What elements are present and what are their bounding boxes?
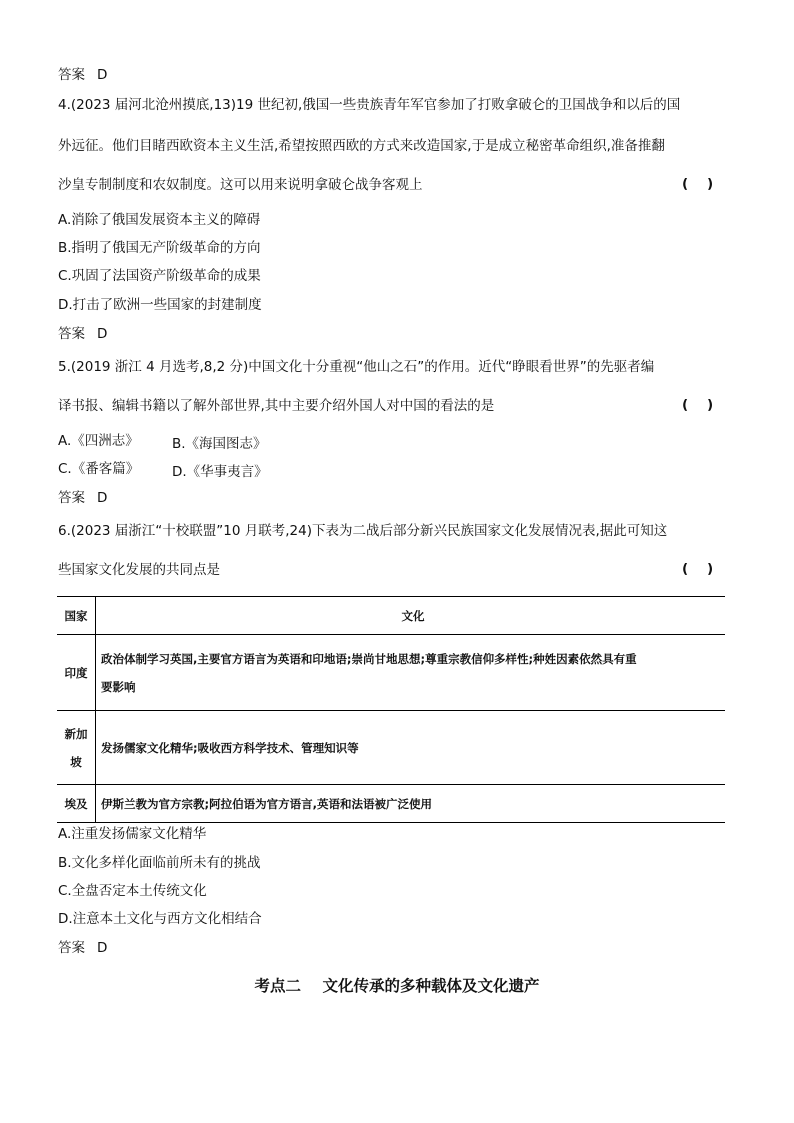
table-cell-country: 埃及 — [57, 785, 96, 823]
q5-option-c: C.《番客篇》 — [58, 461, 140, 477]
table-header-culture: 文化 — [96, 597, 726, 635]
q5-option-a: A.《四洲志》 — [58, 433, 139, 449]
q4-option-b: B.指明了俄国无产阶级革命的方向 — [58, 240, 261, 256]
answer-label: 答案 — [58, 67, 85, 83]
table-cell-culture — [96, 635, 726, 711]
q5-stem-line1: 5.(2019 浙江 4 月选考,8,2 分)中国文化十分重视“他山之石”的作用。近代“睁眼看世界”的先驱者编 — [58, 359, 655, 375]
q6-option-a: A.注重发扬儒家文化精华 — [58, 826, 207, 842]
answer-value: D — [97, 940, 108, 956]
q4-option-a: A.消除了俄国发展资本主义的障碍 — [58, 212, 261, 228]
q4-stem-line2: 外远征。他们目睹西欧资本主义生活,希望按照西欧的方式来改造国家,于是成立秘密革命组织,准备推翻 — [58, 138, 665, 154]
answer-value: D — [97, 326, 108, 342]
q6-stem-line1: 6.(2023 届浙江“十校联盟”10 月联考,24)下表为二战后部分新兴民族国家文化发展情况表,据此可知这 — [58, 523, 668, 539]
answer-line-q6 — [58, 939, 107, 957]
culture-table — [57, 596, 725, 823]
q5-stem-line2: 译书报、编辑书籍以了解外部世界,其中主要介绍外国人对中国的看法的是 — [58, 398, 495, 414]
answer-line-q5 — [58, 489, 107, 507]
q5-option-b: B.《海国图志》 — [172, 436, 267, 452]
q5-option-d: D.《华事夷言》 — [172, 464, 268, 480]
q6-option-d: D.注意本土文化与西方文化相结合 — [58, 911, 262, 927]
table-header-country: 国家 — [57, 597, 96, 635]
table-row-singapore — [57, 711, 725, 785]
q4-answer-blank: ( ) — [682, 176, 714, 192]
q4-option-c: C.巩固了法国资产阶级革命的成果 — [58, 268, 261, 284]
answer-line-q3 — [58, 66, 107, 84]
q6-option-b: B.文化多样化面临前所未有的挑战 — [58, 855, 261, 871]
table-row-india — [57, 635, 725, 711]
answer-line-q4 — [58, 325, 107, 343]
culture-text-line1: 政治体制学习英国,主要官方语言为英语和印地语;崇尚甘地思想;尊重宗教信仰多样性;种姓因素依然具有重 — [101, 651, 637, 666]
answer-value: D — [97, 67, 108, 83]
q6-option-c: C.全盘否定本土传统文化 — [58, 883, 207, 899]
culture-text-line2: 要影响 — [101, 679, 136, 694]
q6-stem-line2: 些国家文化发展的共同点是 — [58, 562, 220, 578]
q4-option-d: D.打击了欧洲一些国家的封建制度 — [58, 297, 262, 313]
table-row-egypt — [57, 785, 725, 823]
q4-stem-line1: 4.(2023 届河北沧州摸底,13)19 世纪初,俄国一些贵族青年军官参加了打败拿破仑的卫国战争和以后的国 — [58, 97, 681, 113]
country-text-line1: 新加 — [64, 726, 88, 741]
q5-answer-blank: ( ) — [682, 397, 714, 413]
table-header-row — [57, 597, 725, 635]
table-cell-culture: 伊斯兰教为官方宗教;阿拉伯语为官方语言,英语和法语被广泛使用 — [96, 785, 726, 823]
q6-answer-blank: ( ) — [682, 561, 714, 577]
table-cell-country — [57, 711, 96, 785]
q4-stem-line3: 沙皇专制制度和农奴制度。这可以用来说明拿破仑战争客观上 — [58, 177, 423, 193]
answer-label: 答案 — [58, 940, 85, 956]
section-title: 考点二 文化传承的多种载体及文化遗产 — [254, 977, 540, 995]
answer-value: D — [97, 490, 108, 506]
answer-label: 答案 — [58, 326, 85, 342]
table-cell-culture: 发扬儒家文化精华;吸收西方科学技术、管理知识等 — [96, 711, 726, 785]
country-text-line2: 坡 — [70, 754, 82, 769]
table-cell-country: 印度 — [57, 635, 96, 711]
answer-label: 答案 — [58, 490, 85, 506]
